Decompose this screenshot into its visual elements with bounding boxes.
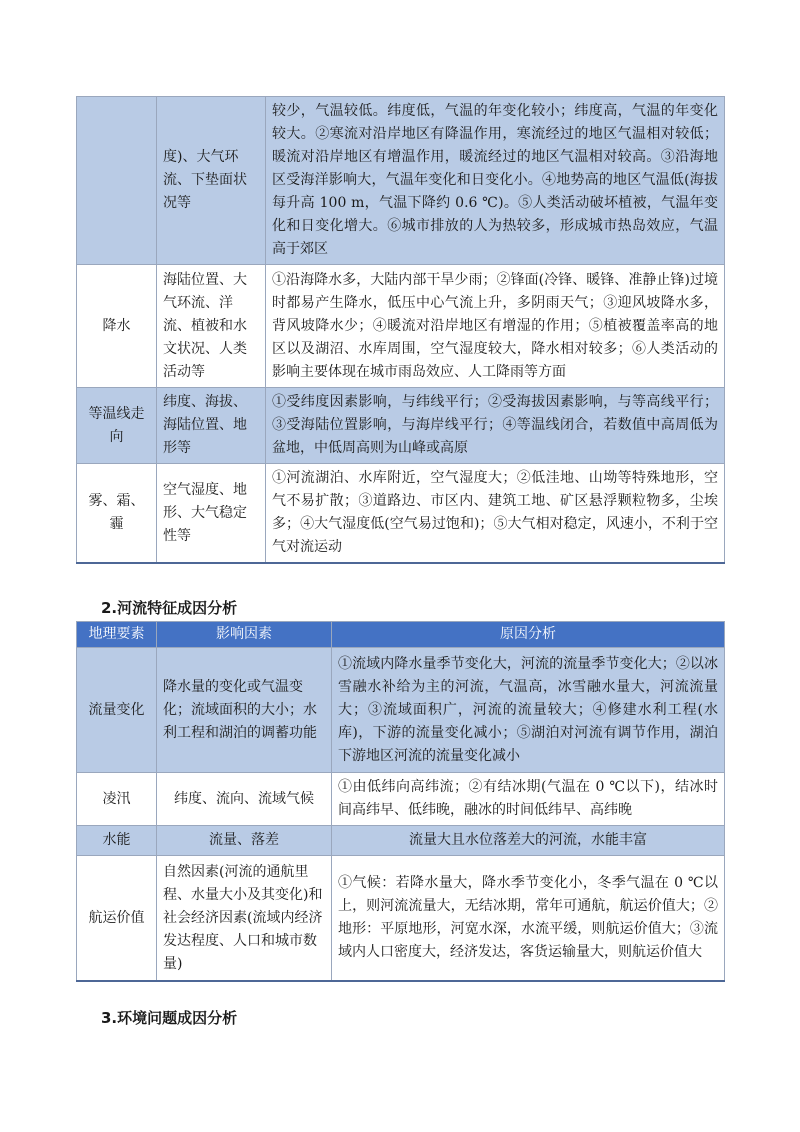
influence-cell: 度)、大气环流、下垫面状况等: [157, 97, 266, 265]
factor-cell: 水能: [77, 826, 157, 856]
table-row-temperature: [77, 97, 725, 265]
factor-cell: [77, 97, 157, 265]
influence-cell: 海陆位置、大气环流、洋流、植被和水文状况、人类活动等: [157, 265, 266, 388]
influence-cell: 自然因素(河流的通航里程、水量大小及其变化)和社会经济因素(流域内经济发达程度、人口和城市数量): [157, 856, 332, 982]
climate-factors-table: [76, 96, 725, 564]
river-features-table: [76, 621, 725, 982]
influence-cell: 纬度、海拔、海陆位置、地形等: [157, 388, 266, 464]
influence-cell: 降水量的变化或气温变化；流域面积的大小；水利工程和湖泊的调蓄功能: [157, 648, 332, 773]
section-title-environment: 3.环境问题成因分析: [101, 1009, 238, 1027]
factor-cell: 等温线走向: [77, 388, 157, 464]
influence-cell: 纬度、流向、流域气候: [157, 773, 332, 826]
table-row-shipping-value: [77, 856, 725, 982]
analysis-cell: 较少，气温较低。纬度低，气温的年变化较小；纬度高，气温的年变化较大。②寒流对沿岸地区有降温作用，寒流经过的地区气温相对较低；暖流对沿岸地区有增温作用，暖流经过的地区气温相对较高。③沿海地区受海洋影响大，气温年变化和日变化小。④地势高的地区气温低(海拔每升高 100 m，气温下降约 0.6 ℃)。⑤人类活动破坏植被，气温年变化和日变化增大。⑥城市排放的人为热较多，形成城市热岛效应，气温高于郊区: [266, 97, 725, 265]
analysis-cell: ①沿海降水多，大陆内部干旱少雨；②锋面(冷锋、暖锋、准静止锋)过境时都易产生降水，低压中心气流上升，多阴雨天气；③迎风坡降水多，背风坡降水少；④暖流对沿岸地区有增湿的作用；⑤植被覆盖率高的地区以及湖沼、水库周围，空气湿度较大，降水相对较多；⑥人类活动的影响主要体现在城市雨岛效应、人工降雨等方面: [266, 265, 725, 388]
section-title-river: 2.河流特征成因分析: [101, 599, 238, 617]
table-row-ice-flood: [77, 773, 725, 826]
table-row-hydropower: [77, 826, 725, 856]
analysis-cell: ①由低纬向高纬流；②有结冰期(气温在 0 ℃以下)，结冰时间高纬早、低纬晚，融冰的时间低纬早、高纬晚: [332, 773, 725, 826]
factor-cell: 航运价值: [77, 856, 157, 982]
table-row-isotherm: [77, 388, 725, 464]
influence-cell: 空气湿度、地形、大气稳定性等: [157, 464, 266, 564]
header-influence: 影响因素: [157, 622, 332, 648]
factor-cell: 降水: [77, 265, 157, 388]
table-row-fog-frost-haze: [77, 464, 725, 564]
analysis-cell: ①气候：若降水量大，降水季节变化小，冬季气温在 0 ℃以上，则河流流量大，无结冰期，常年可通航，航运价值大；②地形：平原地形，河宽水深，水流平缓，则航运价值大；③流域内人口密度大，经济发达，客货运输量大，则航运价值大: [332, 856, 725, 982]
influence-cell: 流量、落差: [157, 826, 332, 856]
factor-cell: 流量变化: [77, 648, 157, 773]
factor-cell: 雾、霜、霾: [77, 464, 157, 564]
factor-cell: 凌汛: [77, 773, 157, 826]
analysis-cell: ①流域内降水量季节变化大，河流的流量季节变化大；②以冰雪融水补给为主的河流，气温高，冰雪融水量大，河流流量大；③流域面积广，河流的流量较大；④修建水利工程(水库)，下游的流量变化减小；⑤湖泊对河流有调节作用，湖泊下游地区河流的流量变化减小: [332, 648, 725, 773]
analysis-cell: ①河流湖泊、水库附近，空气湿度大；②低洼地、山坳等特殊地形，空气不易扩散；③道路边、市区内、建筑工地、矿区悬浮颗粒物多，尘埃多；④大气湿度低(空气易过饱和)；⑤大气相对稳定，风速小，不利于空气对流运动: [266, 464, 725, 564]
table-row-precipitation: [77, 265, 725, 388]
analysis-cell: 流量大且水位落差大的河流，水能丰富: [332, 826, 725, 856]
table-row-flow-variation: [77, 648, 725, 773]
table-header-row: [77, 622, 725, 648]
analysis-cell: ①受纬度因素影响，与纬线平行；②受海拔因素影响，与等高线平行；③受海陆位置影响，与海岸线平行；④等温线闭合，若数值中高周低为盆地，中低周高则为山峰或高原: [266, 388, 725, 464]
header-analysis: 原因分析: [332, 622, 725, 648]
header-factor: 地理要素: [77, 622, 157, 648]
